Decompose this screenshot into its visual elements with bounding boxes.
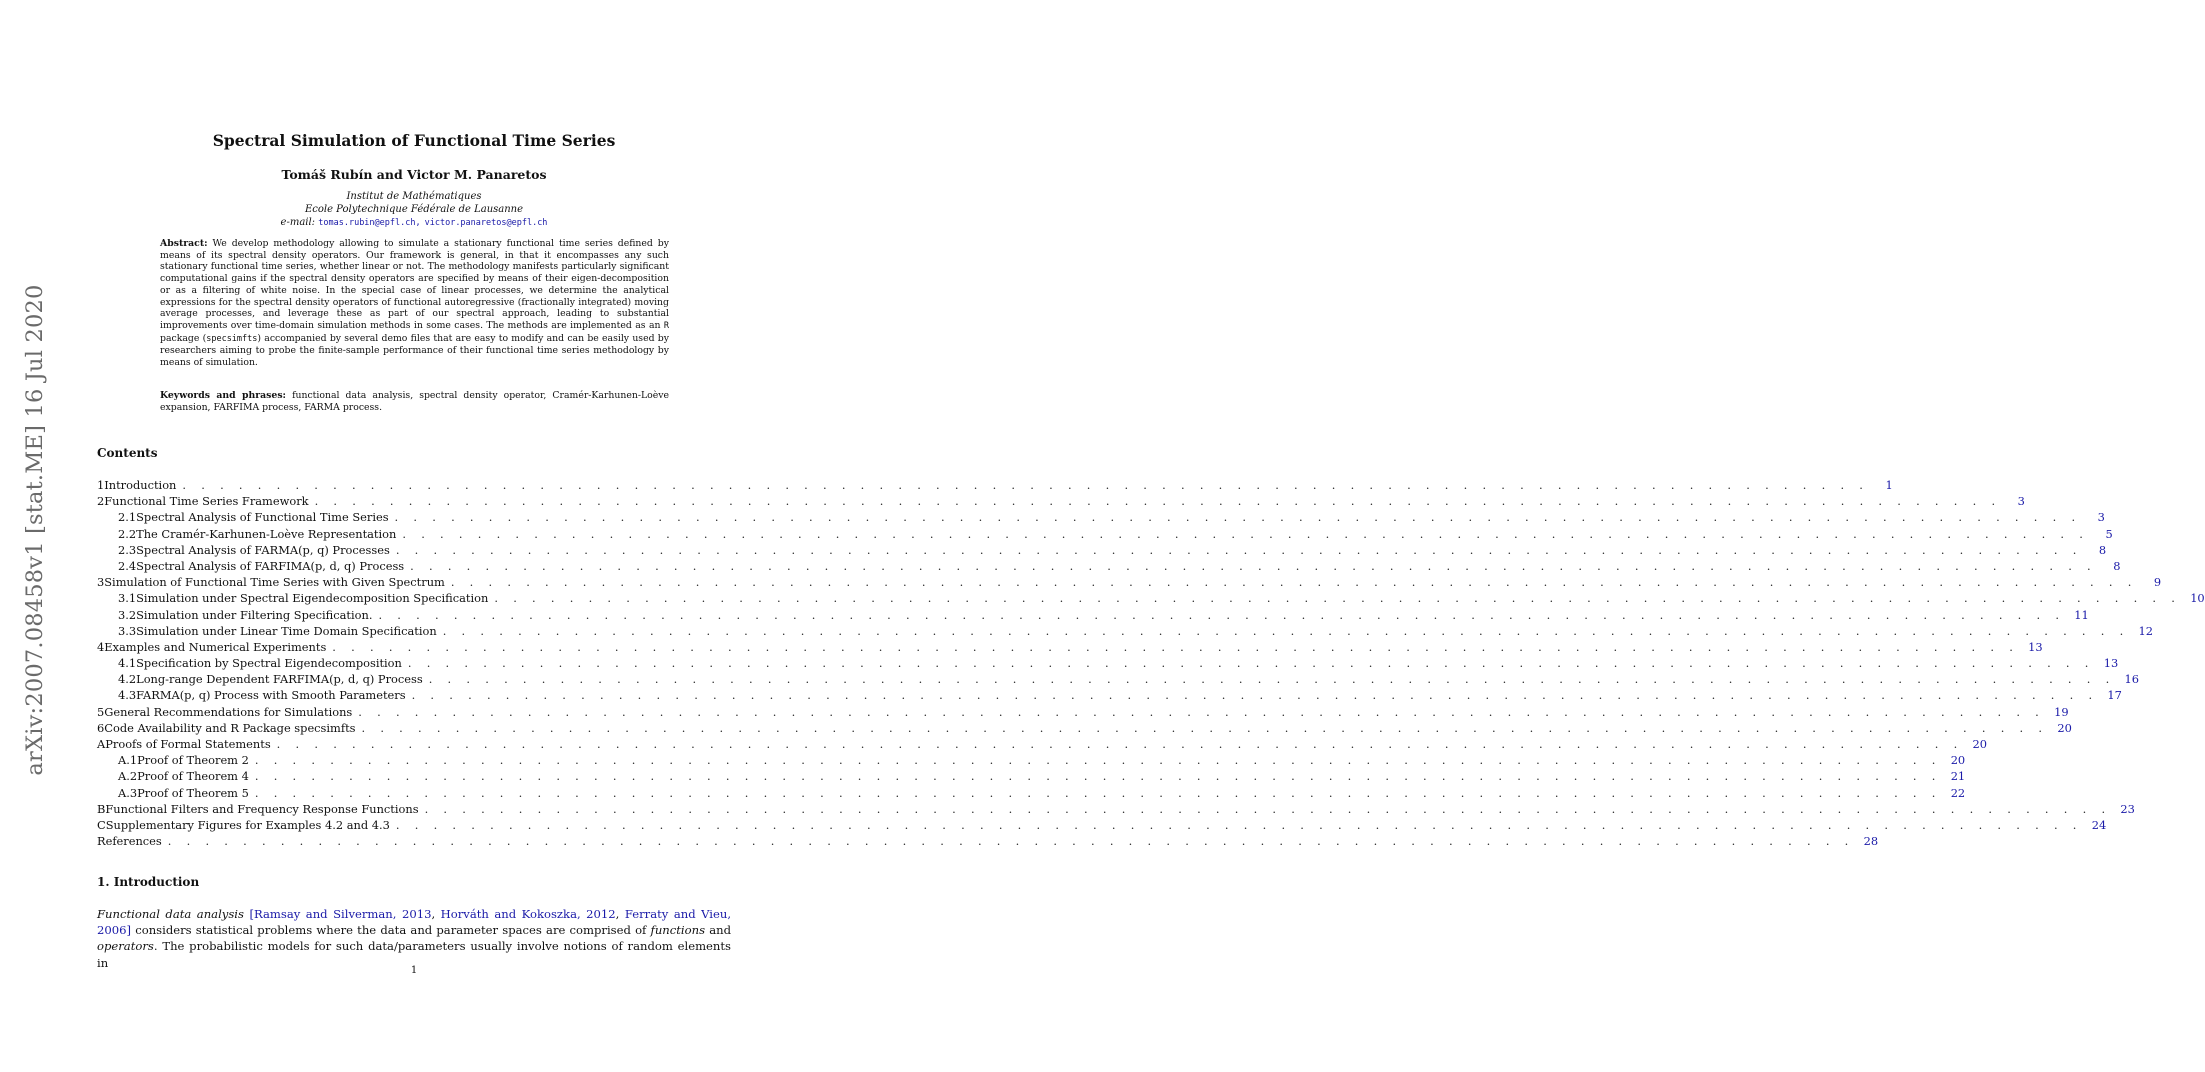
table-of-contents xyxy=(97,478,2205,850)
email-link-panaretos[interactable]: victor.panaretos@epfl.ch xyxy=(424,218,548,228)
toc-leader-dots: . . . . . . . . . . . . . . . . . . . . . . . . . . . . . . . . . . . . . . . . . . . . . . . . . . . . . . . . . . . . . . . . . . . . . . . . . . . . . . . . . . . . . . . . . . xyxy=(254,769,1942,784)
toc-entry[interactable] xyxy=(97,558,2121,575)
toc-entry[interactable] xyxy=(97,834,1879,850)
affiliation-institute: Institut de Mathématiques xyxy=(346,191,482,202)
toc-entry-page[interactable]: 13 xyxy=(2103,656,2119,671)
toc-entry[interactable] xyxy=(97,510,2105,526)
toc-leader-dots: . . . . . . . . . . . . . . . . . . . . . . . . . . . . . . . . . . . . . . . . . . . . . . . . . . . . . . . . . . . . . . . . . . . . . . . . . . . . . . . . . . . . . . . . . . xyxy=(167,834,1855,849)
toc-entry-number: 3.2 xyxy=(118,607,137,622)
toc-entry[interactable] xyxy=(97,737,1987,753)
toc-entry-number: 2.3 xyxy=(118,542,137,557)
toc-leader-dots: . . . . . . . . . . . . . . . . . . . . . . . . . . . . . . . . . . . . . . . . . . . . . . . . . . . . . . . . . . . . . . . . . . . . . . . . . . . . . . . . . . . . . . . . . . xyxy=(254,753,1942,768)
toc-entry[interactable] xyxy=(97,623,2154,640)
abstract xyxy=(160,238,669,369)
citation-horvath[interactable]: Horváth and Kokoszka, 2012 xyxy=(440,907,616,921)
toc-leader-dots: . . . . . . . . . . . . . . . . . . . . . . . . . . . . . . . . . . . . . . . . . . . . . . . . . . . . . . . . . . . . . . . . . . . . . . . . . . . . . . . . . . . . . . . . . . xyxy=(442,623,2130,638)
toc-leader-dots: . . . . . . . . . . . . . . . . . . . . . . . . . . . . . . . . . . . . . . . . . . . . . . . . . . . . . . . . . . . . . . . . . . . . . . . . . . . . . . . . . . . . . . . . . . xyxy=(395,542,2083,557)
toc-entry[interactable] xyxy=(97,591,2205,607)
toc-entry-title[interactable]: FARMA(p, q) Process with Smooth Parameters xyxy=(136,688,406,703)
toc-leader-dots: . . . . . . . . . . . . . . . . . . . . . . . . . . . . . . . . . . . . . . . . . . . . . . . . . . . . . . . . . . . . . . . . . . . . . . . . . . . . . . . . . . . . . . . . . . xyxy=(428,672,2116,687)
cite-open-bracket: [ xyxy=(249,907,254,921)
toc-leader-dots: . . . . . . . . . . . . . . . . . . . . . . . . . . . . . . . . . . . . . . . . . . . . . . . . . . . . . . . . . . . . . . . . . . . . . . . . . . . . . . . . . . . . . . . . . . xyxy=(494,591,2181,606)
toc-entry-number: 1 xyxy=(97,478,105,492)
toc-entry-page[interactable]: 8 xyxy=(2098,542,2107,557)
toc-entry-page[interactable]: 8 xyxy=(2113,558,2121,573)
affiliation-school: Ecole Polytechnique Fédérale de Lausanne xyxy=(304,204,524,215)
keywords xyxy=(160,390,669,413)
toc-entry-title[interactable]: References xyxy=(97,834,162,849)
toc-entry-page[interactable]: 20 xyxy=(1972,737,1987,751)
toc-entry-number: 6 xyxy=(97,720,105,735)
toc-entry[interactable] xyxy=(97,526,2113,543)
toc-leader-dots: . . . . . . . . . . . . . . . . . . . . . . . . . . . . . . . . . . . . . . . . . . . . . . . . . . . . . . . . . . . . . . . . . . . . . . . . . . . . . . . . . . . . . . . . . . xyxy=(361,720,2048,735)
introduction-heading: 1. Introduction xyxy=(97,875,200,889)
toc-entry-title[interactable]: Code Availability and R Package specsimfts xyxy=(104,720,356,735)
toc-entry-title[interactable]: Simulation under Spectral Eigendecomposition Specification xyxy=(136,591,489,606)
toc-entry-page[interactable]: 28 xyxy=(1863,834,1879,849)
abstract-text-1: We develop methodology allowing to simulate a stationary functional time series defined by means of its spectral density operators. Our framework is general, in that it encompasses any such stationary functional time series, whether linear or not. The methodology manifests particularly significant computational gains if the spectral density operators are specified by means of their eigen-decomposition or as a filtering of white noise. In the special case of linear processes, we determine the analytical expressions for the spectral density operators of functional autoregressive (fractionally integrated) moving average processes, and leverage these as part of our spectral approach, leading to substantial improvements over time-domain simulation methods in some cases. The methods are implemented as an xyxy=(160,238,670,331)
toc-entry-title[interactable]: Proof of Theorem 2 xyxy=(137,753,249,768)
arxiv-stamp xyxy=(10,284,60,776)
toc-entry-page[interactable]: 3 xyxy=(2017,494,2025,509)
toc-entry-page[interactable]: 10 xyxy=(2190,591,2205,606)
citation-ramsay[interactable]: Ramsay and Silverman, 2013 xyxy=(253,907,432,921)
toc-entry-number: A xyxy=(97,737,106,751)
affiliation-emails: e-mail: tomas.rubin@epfl.ch, victor.panaretos@epfl.ch xyxy=(280,217,548,228)
email-link-rubin[interactable]: tomas.rubin@epfl.ch xyxy=(318,218,416,228)
toc-entry-title[interactable]: Functional Time Series Framework xyxy=(104,494,309,509)
paper-authors: Tomáš Rubín and Victor M. Panaretos xyxy=(281,167,547,182)
toc-entry-page[interactable]: 3 xyxy=(2097,510,2105,525)
cite-close-bracket: ] xyxy=(126,923,132,938)
toc-entry-number: 3.3 xyxy=(118,623,137,638)
toc-entry-title[interactable]: Proof of Theorem 5 xyxy=(137,785,249,800)
toc-entry-number: 4 xyxy=(97,639,105,654)
toc-entry-page[interactable]: 20 xyxy=(2057,720,2072,735)
toc-leader-dots: . . . . . . . . . . . . . . . . . . . . . . . . . . . . . . . . . . . . . . . . . . . . . . . . . . . . . . . . . . . . . . . . . . . . . . . . . . . . . . . . . . . . . . . . . . xyxy=(411,688,2098,703)
toc-leader-dots: . . . . . . . . . . . . . . . . . . . . . . . . . . . . . . . . . . . . . . . . . . . . . . . . . . . . . . . . . . . . . . . . . . . . . . . . . . . . . . . . . . . . . . . . . . xyxy=(276,737,1963,751)
toc-leader-dots: . . . . . . . . . . . . . . . . . . . . . . . . . . . . . . . . . . . . . . . . . . . . . . . . . . . . . . . . . . . . . . . . . . . . . . . . . . . . . . . . . . . . . . . . . . xyxy=(378,607,2065,622)
toc-entry[interactable] xyxy=(97,688,2122,704)
toc-entry-page[interactable]: 12 xyxy=(2138,623,2154,638)
toc-leader-dots: . . . . . . . . . . . . . . . . . . . . . . . . . . . . . . . . . . . . . . . . . . . . . . . . . . . . . . . . . . . . . . . . . . . . . . . . . . . . . . . . . . . . . . . . . . xyxy=(314,494,2001,509)
toc-entry-number: 4.2 xyxy=(118,672,137,687)
toc-entry-title[interactable]: Introduction xyxy=(104,478,177,492)
toc-entry[interactable] xyxy=(97,656,2119,672)
toc-entry-page[interactable]: 9 xyxy=(2153,575,2162,590)
introduction-paragraph xyxy=(97,906,731,971)
toc-entry-title[interactable]: Simulation of Functional Time Series with Given Spectrum xyxy=(104,575,445,590)
toc-entry-number: 2.2 xyxy=(118,526,137,541)
toc-entry-title[interactable]: Simulation under Filtering Specification. xyxy=(136,607,373,622)
toc-entry[interactable] xyxy=(97,801,2135,818)
toc-entry-number: 3 xyxy=(97,575,105,590)
toc-entry-number: A.3 xyxy=(118,785,138,800)
toc-entry-page[interactable]: 16 xyxy=(2124,672,2140,687)
abstract-label: Abstract: xyxy=(160,238,208,249)
toc-leader-dots: . . . . . . . . . . . . . . . . . . . . . . . . . . . . . . . . . . . . . . . . . . . . . . . . . . . . . . . . . . . . . . . . . . . . . . . . . . . . . . . . . . . . . . . . . . xyxy=(394,510,2081,525)
toc-entry-title[interactable]: Examples and Numerical Experiments xyxy=(104,639,327,654)
toc-leader-dots: . . . . . . . . . . . . . . . . . . . . . . . . . . . . . . . . . . . . . . . . . . . . . . . . . . . . . . . . . . . . . . . . . . . . . . . . . . . . . . . . . . . . . . . . . . xyxy=(332,639,2019,654)
abstract-text-3: ) accompanied by several demo files that are easy to modify and can be easily used by researchers aiming to probe the finite-sample performance of their functional time series methodology by means of simulation. xyxy=(160,332,669,369)
toc-entry[interactable] xyxy=(97,672,2140,688)
toc-entry-number: 5 xyxy=(97,704,105,719)
toc-entry-title[interactable]: Proof of Theorem 4 xyxy=(137,769,249,784)
toc-leader-dots: . . . . . . . . . . . . . . . . . . . . . . . . . . . . . . . . . . . . . . . . . . . . . . . . . . . . . . . . . . . . . . . . . . . . . . . . . . . . . . . . . . . . . . . . . . xyxy=(254,785,1942,800)
toc-entry[interactable] xyxy=(97,607,2089,624)
toc-entry-number: C xyxy=(97,817,106,832)
citation-ferraty[interactable]: Ferraty and Vieu, 2006 xyxy=(97,907,732,938)
intro-em-functions: functions xyxy=(650,923,706,938)
affiliation xyxy=(0,190,828,230)
intro-em-fda: Functional data analysis xyxy=(97,907,244,921)
toc-entry-title[interactable]: Long-range Dependent FARFIMA(p, d, q) Process xyxy=(136,672,423,687)
page-number: 1 xyxy=(410,965,418,976)
toc-leader-dots: . . . . . . . . . . . . . . . . . . . . . . . . . . . . . . . . . . . . . . . . . . . . . . . . . . . . . . . . . . . . . . . . . . . . . . . . . . . . . . . . . . . . . . . . . . xyxy=(410,558,2097,573)
cite-sep-2: , xyxy=(615,907,625,921)
toc-entry[interactable] xyxy=(97,639,2043,656)
toc-entry[interactable] xyxy=(97,753,1966,769)
toc-entry-page[interactable]: 21 xyxy=(1950,769,1966,784)
abstract-text-2: package ( xyxy=(160,332,207,344)
toc-entry[interactable] xyxy=(97,494,2025,510)
toc-entry-title[interactable]: Supplementary Figures for Examples 4.2 and 4.3 xyxy=(105,817,390,832)
keywords-label: Keywords and phrases: xyxy=(160,390,286,401)
intro-em-operators: operators xyxy=(97,939,154,954)
toc-entry-title[interactable]: Spectral Analysis of FARMA(p, q) Processes xyxy=(136,542,390,557)
email-label: e-mail: xyxy=(280,217,316,228)
cite-sep-1: , xyxy=(431,907,441,921)
abstract-package-name: specsimfts xyxy=(206,333,258,344)
toc-entry-page[interactable]: 19 xyxy=(2054,704,2069,719)
toc-entry-title[interactable]: Simulation under Linear Time Domain Specification xyxy=(136,623,437,638)
toc-leader-dots: . . . . . . . . . . . . . . . . . . . . . . . . . . . . . . . . . . . . . . . . . . . . . . . . . . . . . . . . . . . . . . . . . . . . . . . . . . . . . . . . . . . . . . . . . . xyxy=(450,575,2138,590)
toc-entry-title[interactable]: Spectral Analysis of FARFIMA(p, d, q) Process xyxy=(136,558,405,573)
toc-entry-number: 2.4 xyxy=(118,558,137,573)
toc-entry-title[interactable]: Spectral Analysis of Functional Time Series xyxy=(136,510,389,525)
arxiv-stamp-text: arXiv:2007.08458v1 [stat.ME] 16 Jul 2020 xyxy=(22,284,48,776)
toc-entry-page[interactable]: 23 xyxy=(2120,801,2135,816)
toc-entry-page[interactable]: 11 xyxy=(2074,607,2089,622)
toc-entry-number: A.1 xyxy=(118,753,138,768)
toc-entry-title[interactable]: Functional Filters and Frequency Response Functions xyxy=(105,801,419,816)
toc-entry-title[interactable]: The Cramér-Karhunen-Loève Representation xyxy=(136,526,397,541)
toc-leader-dots: . . . . . . . . . . . . . . . . . . . . . . . . . . . . . . . . . . . . . . . . . . . . . . . . . . . . . . . . . . . . . . . . . . . . . . . . . . . . . . . . . . . . . . . . . . xyxy=(395,817,2083,832)
abstract-r-letter: R xyxy=(663,320,669,331)
toc-entry-number: 3.1 xyxy=(118,591,137,606)
toc-entry-page[interactable]: 13 xyxy=(2028,639,2043,654)
keywords-text: functional data analysis, spectral density operator, Cramér-Karhunen-Loève expansion, FARFIMA process, FARMA process. xyxy=(160,390,669,413)
toc-leader-dots: . . . . . . . . . . . . . . . . . . . . . . . . . . . . . . . . . . . . . . . . . . . . . . . . . . . . . . . . . . . . . . . . . . . . . . . . . . . . . . . . . . . . . . . . . . xyxy=(358,704,2045,719)
toc-entry[interactable] xyxy=(97,542,2107,559)
intro-text-1: considers statistical problems where the data and parameter spaces are comprised of xyxy=(131,923,651,938)
toc-entry-page[interactable]: 1 xyxy=(1885,478,1893,492)
toc-entry-title[interactable]: Specification by Spectral Eigendecomposition xyxy=(136,656,402,671)
toc-entry-number: B xyxy=(97,801,106,816)
contents-heading: Contents xyxy=(97,446,158,460)
toc-entry-number: 2.1 xyxy=(118,510,137,525)
toc-entry-page[interactable]: 22 xyxy=(1950,785,1966,800)
toc-entry-number: 4.3 xyxy=(118,688,137,703)
toc-entry[interactable] xyxy=(97,478,1893,494)
toc-entry[interactable] xyxy=(97,817,2107,834)
toc-entry[interactable] xyxy=(97,769,1966,785)
toc-entry[interactable] xyxy=(97,704,2069,721)
toc-entry-number: A.2 xyxy=(118,769,138,784)
intro-text-3: . The probabilistic models for such data/parameters usually involve notions of random elements in xyxy=(97,939,731,970)
toc-leader-dots: . . . . . . . . . . . . . . . . . . . . . . . . . . . . . . . . . . . . . . . . . . . . . . . . . . . . . . . . . . . . . . . . . . . . . . . . . . . . . . . . . . . . . . . . . . xyxy=(402,526,2089,541)
toc-entry-page[interactable]: 24 xyxy=(2091,817,2107,832)
toc-leader-dots: . . . . . . . . . . . . . . . . . . . . . . . . . . . . . . . . . . . . . . . . . . . . . . . . . . . . . . . . . . . . . . . . . . . . . . . . . . . . . . . . . . . . . . . . . . xyxy=(424,801,2111,816)
toc-entry-page[interactable]: 17 xyxy=(2107,688,2122,703)
toc-entry-page[interactable]: 5 xyxy=(2105,526,2113,541)
paper-title: Spectral Simulation of Functional Time Series xyxy=(212,131,616,150)
toc-entry-page[interactable]: 20 xyxy=(1950,753,1966,768)
toc-leader-dots: . . . . . . . . . . . . . . . . . . . . . . . . . . . . . . . . . . . . . . . . . . . . . . . . . . . . . . . . . . . . . . . . . . . . . . . . . . . . . . . . . . . . . . . . . . xyxy=(407,656,2095,671)
toc-entry-number: 4.1 xyxy=(118,656,137,671)
toc-entry[interactable] xyxy=(97,720,2072,737)
toc-entry-title[interactable]: General Recommendations for Simulations xyxy=(104,704,353,719)
toc-entry[interactable] xyxy=(97,575,2162,591)
toc-entry[interactable] xyxy=(97,785,1966,802)
intro-text-2: and xyxy=(705,923,731,938)
toc-entry-number: 2 xyxy=(97,494,105,509)
toc-leader-dots: . . . . . . . . . . . . . . . . . . . . . . . . . . . . . . . . . . . . . . . . . . . . . . . . . . . . . . . . . . . . . . . . . . . . . . . . . . . . . . . . . . . . . . . . . . xyxy=(182,478,1869,492)
toc-entry-title[interactable]: Proofs of Formal Statements xyxy=(105,737,271,751)
